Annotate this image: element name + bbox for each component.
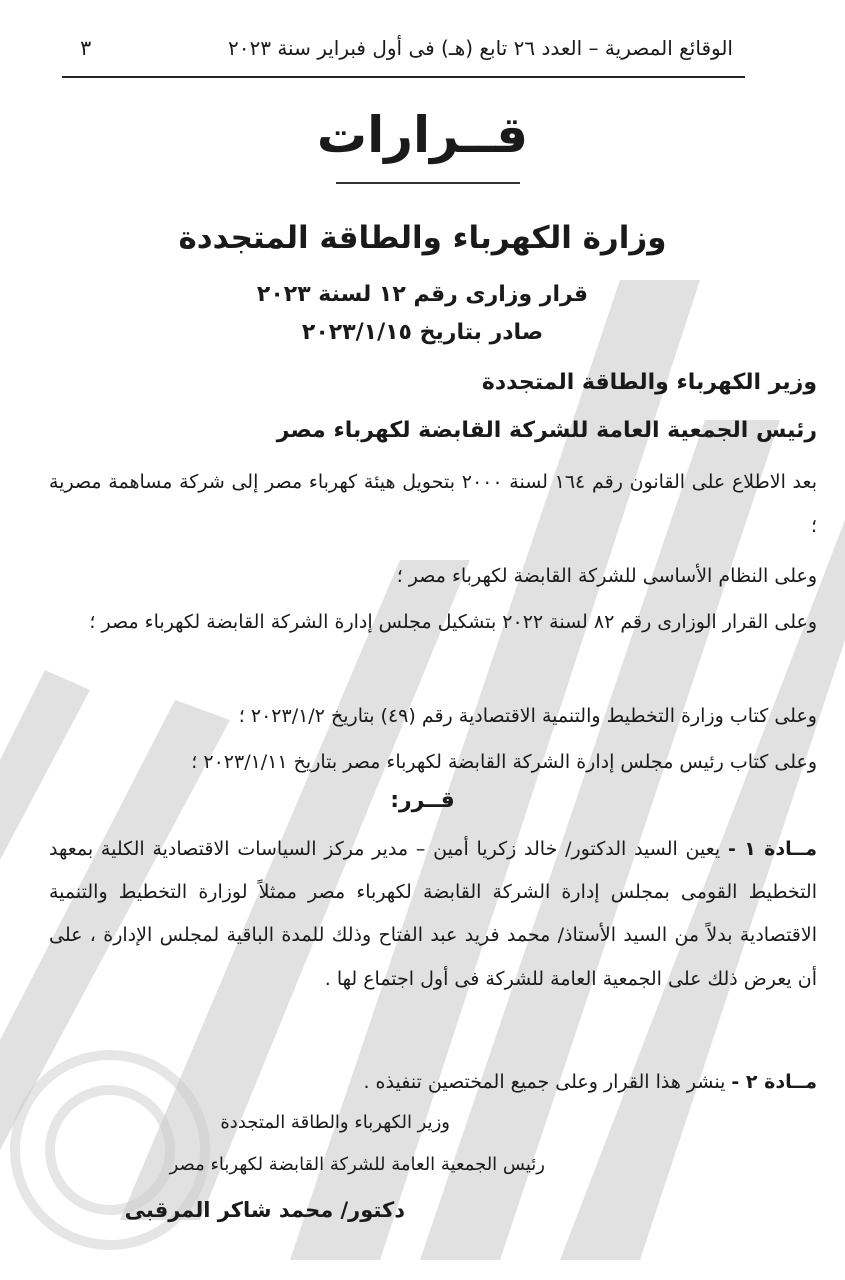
preamble-paragraph: وعلى كتاب وزارة التخطيط والتنمية الاقتصادية رقم (٤٩) بتاريخ ٢٠٢٣/١/٢ ؛ <box>238 705 817 727</box>
article-label: مــادة ١ - <box>727 838 817 860</box>
signatory-name: دكتور/ محمد شاكر المرقبى <box>124 1198 405 1222</box>
preamble-paragraph: بعد الاطلاع على القانون رقم ١٦٤ لسنة ٢٠٠٠ بتحويل هيئة كهرباء مصر إلى شركة مساهمة مصرية ؛ <box>49 471 817 537</box>
section-title: قــرارات <box>316 106 529 164</box>
header-title: الوقائع المصرية – العدد ٢٦ تابع (هـ) فى أول فبراير سنة ٢٠٢٣ <box>228 36 733 60</box>
preamble-paragraph: وعلى القرار الوزارى رقم ٨٢ لسنة ٢٠٢٢ بتشكيل مجلس إدارة الشركة القابضة لكهرباء مصر ؛ <box>89 611 817 633</box>
page-header <box>62 24 745 78</box>
decree-number: قرار وزارى رقم ١٢ لسنة ٢٠٢٣ <box>256 282 589 307</box>
preamble-paragraph: وعلى النظام الأساسى للشركة القابضة لكهرباء مصر ؛ <box>396 565 817 587</box>
article-2 <box>49 1060 817 1104</box>
article-text: يعين السيد الدكتور/ خالد زكريا أمين – مدير مركز السياسات الاقتصادية الكلية بمعهد التخطيط القومى بمجلس إدارة الشركة القابضة لكهرباء مصر ممثلاً لوزارة التخطيط والتنمية الاقتصادية بدلاً من السيد الأستاذ/ محمد فريد عبد الفتاح وذلك للمدة الباقية لمجلس الإدارة ، على أن يعرض ذلك على الجمعية العامة للشركة فى أول اجتماع لها . <box>49 838 817 990</box>
decree-date: صادر بتاريخ ٢٠٢٣/١/١٥ <box>301 320 544 345</box>
article-1 <box>49 828 817 1001</box>
issuer-title-chairman: رئيس الجمعية العامة للشركة القابضة لكهرباء مصر <box>276 418 817 443</box>
preamble-paragraph: وعلى كتاب رئيس مجلس إدارة الشركة القابضة لكهرباء مصر بتاريخ ٢٠٢٣/١/١١ ؛ <box>191 751 817 773</box>
decided-heading: قــرر: <box>390 788 455 813</box>
page-number: ٣ <box>80 36 92 60</box>
ministry-heading: وزارة الكهرباء والطاقة المتجددة <box>178 220 667 256</box>
article-text: ينشر هذا القرار وعلى جميع المختصين تنفيذه . <box>363 1071 726 1093</box>
signature-title-minister: وزير الكهرباء والطاقة المتجددة <box>220 1112 450 1133</box>
issuer-title-minister: وزير الكهرباء والطاقة المتجددة <box>481 370 817 395</box>
article-label: مــادة ٢ - <box>731 1071 817 1093</box>
section-title-underline <box>336 182 520 184</box>
signature-title-chairman: رئيس الجمعية العامة للشركة القابضة لكهرباء مصر <box>169 1154 545 1175</box>
